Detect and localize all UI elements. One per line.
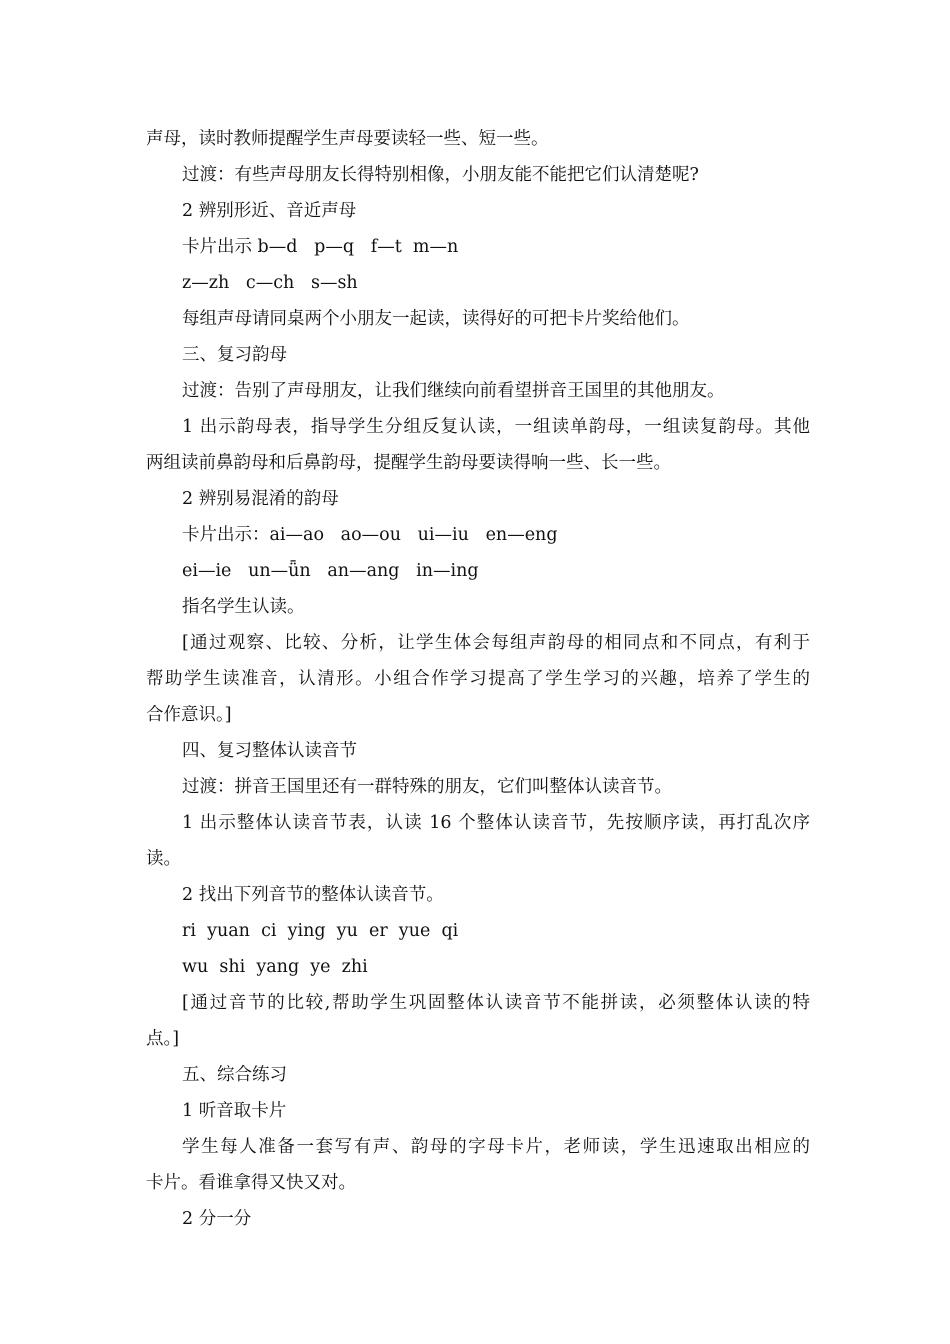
text-line: 过渡：告别了声母朋友，让我们继续向前看望拼音王国里的其他朋友。 [182,381,725,401]
text-line: 每组声母请同桌两个小朋友一起读，读得好的可把卡片奖给他们。 [182,309,690,329]
text-line: wu shi yang ye zhi [182,957,368,977]
text-line: 三、复习韵母 [182,345,287,365]
text-line: 2 分一分 [182,1209,252,1229]
text-line: 2 辨别形近、音近声母 [182,201,357,221]
text-line: [通过音节的比较,帮助学生巩固整体认读音节不能拼读，必须整体认读的特 [182,993,810,1013]
text-line: [通过观察、比较、分析，让学生体会每组声韵母的相同点和不同点，有利于 [182,633,810,653]
document-body [146,121,810,1237]
text-line: 卡片出示：ai—ao ao—ou ui—iu en—eng [182,525,558,545]
text-line: 1 听音取卡片 [182,1101,287,1121]
text-line: 读。 [146,849,181,869]
text-line: 声母，读时教师提醒学生声母要读轻一些、短一些。 [146,129,549,149]
text-line: 合作意识。] [146,705,232,725]
text-line: 指名学生认读。 [182,597,305,617]
text-line: 卡片出示 b—d p—q f—t m—n [182,237,459,257]
text-line: 帮助学生读准音，认清形。小组合作学习提高了学生学习的兴趣，培养了学生的 [146,669,810,689]
text-line: 四、复习整体认读音节 [182,741,357,761]
text-line: z—zh c—ch s—sh [182,273,358,293]
text-line: 卡片。看谁拿得又快又对。 [146,1173,356,1193]
text-line: ri yuan ci ying yu er yue qi [182,921,459,941]
text-line: 2 辨别易混淆的韵母 [182,489,339,509]
text-line: ei—ie un—ǖn an—ang in—ing [182,561,479,581]
text-line: 五、综合练习 [182,1065,287,1085]
text-line: 过渡：拼音王国里还有一群特殊的朋友，它们叫整体认读音节。 [182,777,672,797]
text-line: 学生每人准备一套写有声、韵母的字母卡片，老师读，学生迅速取出相应的 [182,1137,810,1157]
text-line: 点。] [146,1029,180,1049]
text-line: 过渡：有些声母朋友长得特别相像，小朋友能不能把它们认清楚呢? [182,165,699,185]
text-line: 1 出示韵母表，指导学生分组反复认读，一组读单韵母，一组读复韵母。其他 [182,417,810,437]
text-line: 两组读前鼻韵母和后鼻韵母，提醒学生韵母要读得响一些、长一些。 [146,453,671,473]
text-line: 2 找出下列音节的整体认读音节。 [182,885,444,905]
text-line: 1 出示整体认读音节表，认读 16 个整体认读音节，先按顺序读，再打乱次序 [182,813,810,833]
